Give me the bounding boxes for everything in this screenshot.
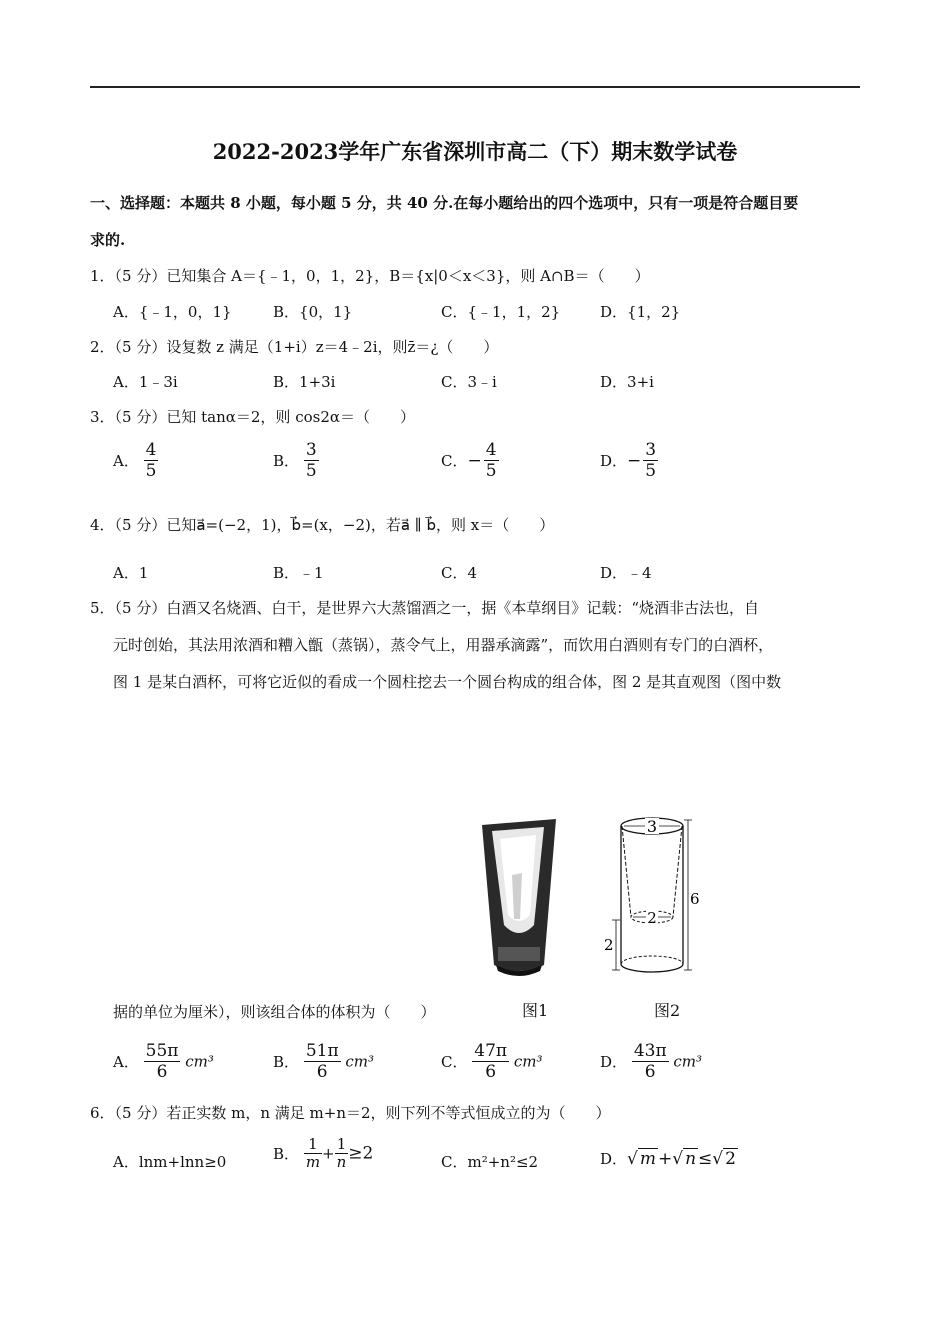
q3-option-a: A． $\frac{4}{5}$ [113, 440, 157, 481]
fig2-dim-base: 2 [604, 936, 614, 954]
q3-stem: 3．（5 分）已知 tanα＝2，则 cos2α＝（ ） [90, 408, 415, 426]
fig2-dim-height: 6 [690, 890, 700, 908]
figure1-caption: 图1 [522, 1001, 549, 1020]
fig2-dim-top: 3 [646, 817, 658, 836]
q1-option-a: A．{﹣1，0，1} [113, 303, 232, 321]
q4-option-a: A．1 [113, 564, 149, 582]
q6-option-a: A．lnm+lnn≥0 [113, 1153, 227, 1171]
q2-option-d: D．3+i [600, 373, 654, 391]
q5-option-c: C． $\frac{47\pi}{6}$ cm³ [441, 1041, 543, 1082]
q1-option-d: D．{1，2} [600, 303, 681, 321]
q3-option-c: C．− $\frac{4}{5}$ [441, 440, 497, 481]
q6-option-c: C．m²+n²≤2 [441, 1153, 539, 1171]
q1-option-c: C．{﹣1，1，2} [441, 303, 561, 321]
q6-option-b: B． $\frac{1}{m}$ + $\frac{1}{n}$ ≥2 [273, 1135, 374, 1171]
q4-stem: 4．（5 分）已知a⃗=(−2，1)，b⃗=(x，−2)，若a⃗ ∥ b⃗，则 x＝（ ） [90, 516, 555, 534]
page-title: 2022-2023学年广东省深圳市高二（下）期末数学试卷 [212, 139, 738, 164]
q3-option-d: D．− $\frac{3}{5}$ [600, 440, 657, 481]
q4-option-d: D．﹣4 [600, 564, 652, 582]
q3-option-b: B． $\frac{3}{5}$ [273, 440, 317, 481]
q1-option-b: B．{0，1} [273, 303, 353, 321]
header-rule [90, 86, 860, 88]
figure1-liquor-glass [478, 815, 560, 980]
figure2-solid-diagram [600, 812, 700, 984]
q5-stem-line1: 5．（5 分）白酒又名烧酒、白干，是世界六大蒸馏酒之一，据《本草纲目》记载：“烧酒非古法也，自 [90, 599, 760, 617]
q6-stem: 6．（5 分）若正实数 m，n 满足 m+n＝2，则下列不等式恒成立的为（ ） [90, 1104, 611, 1122]
q4-option-c: C．4 [441, 564, 478, 582]
q5-stem-line2: 元时创始，其法用浓酒和糟入甑（蒸锅），蒸令气上，用器承滴露”，而饮用白酒则有专门的白酒杯， [113, 636, 774, 654]
q4-option-b: B．﹣1 [273, 564, 324, 582]
section-heading-line1: 一、选择题：本题共 8 小题，每小题 5 分，共 40 分.在每小题给出的四个选项中，只有一项是符合题目要 [90, 194, 799, 212]
q5-option-a: A． $\frac{55\pi}{6}$ cm³ [113, 1041, 214, 1082]
section-heading-line2: 求的. [90, 231, 126, 249]
q2-option-a: A．1﹣3i [113, 373, 178, 391]
q2-stem: 2．（5 分）设复数 z 满足（1+i）z＝4﹣2i，则z̄＝¿（ ） [90, 338, 499, 356]
q2-option-b: B．1+3i [273, 373, 336, 391]
fig2-dim-inner: 2 [647, 909, 657, 927]
q6-option-d: D．√ m +√ n ≤√ 2 [600, 1149, 736, 1169]
q1-stem: 1．（5 分）已知集合 A＝{﹣1，0，1，2}，B＝{x|0＜x＜3}，则 A∩B＝（ ） [90, 267, 650, 285]
q2-option-c: C．3﹣i [441, 373, 497, 391]
q5-stem-line4: 据的单位为厘米），则该组合体的体积为（ ） [113, 1003, 436, 1021]
q5-option-b: B． $\frac{51\pi}{6}$ cm³ [273, 1041, 375, 1082]
q5-option-d: D． $\frac{43\pi}{6}$ cm³ [600, 1041, 703, 1082]
figure2-caption: 图2 [654, 1001, 681, 1020]
q5-stem-line3: 图 1 是某白酒杯，可将它近似的看成一个圆柱挖去一个圆台构成的组合体，图 2 是其直观图（图中数 [113, 673, 782, 691]
